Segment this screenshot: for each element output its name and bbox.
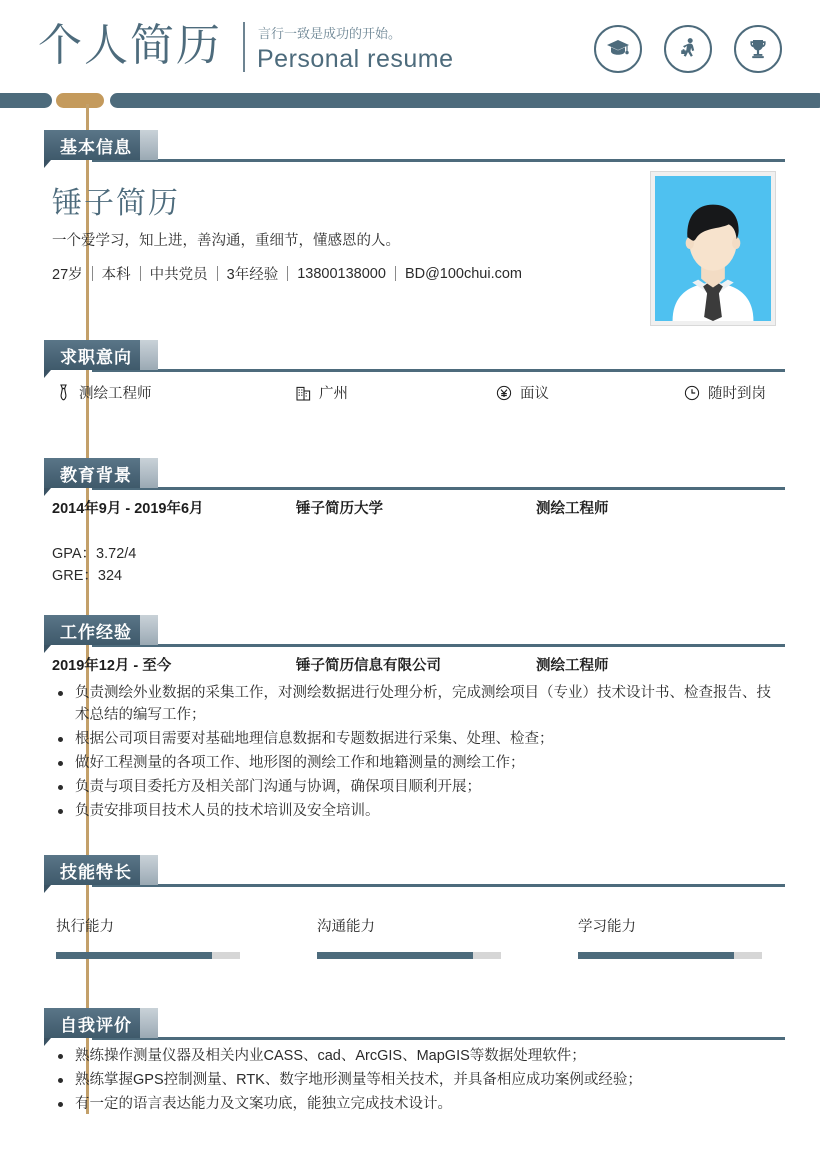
section-rule	[92, 369, 785, 372]
section-tab-tail	[140, 615, 158, 645]
skill-progress-track	[578, 952, 762, 959]
education-major: 测绘工程师	[536, 501, 609, 517]
decor-segment-right	[110, 93, 820, 108]
section-education	[0, 458, 820, 492]
skill-learning	[578, 915, 762, 959]
intent-city-label: 广州	[319, 386, 348, 402]
section-rule	[92, 487, 785, 490]
list-item: 有一定的语言表达能力及文案功底，能独立完成技术设计。	[52, 1093, 782, 1115]
list-item: 负责与项目委托方及相关部门沟通与协调，确保项目顺利开展；	[52, 776, 782, 798]
building-icon	[296, 385, 311, 401]
education-gre: GRE：324	[52, 568, 123, 584]
section-tab-tail	[140, 458, 158, 488]
intent-salary-label: 面议	[520, 386, 549, 402]
section-tab-skills: 技能特长	[44, 855, 150, 885]
skill-label: 执行能力	[56, 919, 114, 935]
clock-icon	[684, 385, 700, 401]
section-tab-tail	[140, 340, 158, 370]
section-tab-intent: 求职意向	[44, 340, 150, 370]
section-tab-evaluation: 自我评价	[44, 1008, 150, 1038]
skill-label: 学习能力	[578, 919, 636, 935]
evaluation-bullet-list	[52, 1045, 782, 1117]
section-tab-tail	[140, 130, 158, 160]
skill-progress-track	[56, 952, 240, 959]
section-tab-basic: 基本信息	[44, 130, 150, 160]
skill-progress-fill	[56, 952, 212, 959]
education-gpa: GPA：3.72/4	[52, 546, 137, 562]
meta-age: 27岁	[52, 267, 83, 283]
decor-segment-gold	[56, 93, 104, 108]
section-tab-notch	[44, 645, 51, 653]
section-tab-tail	[140, 1008, 158, 1038]
section-tab-notch	[44, 488, 51, 496]
section-tab-tail	[140, 855, 158, 885]
page-title-en: Personal resume	[257, 45, 454, 73]
trophy-icon	[745, 36, 771, 62]
section-tab-notch	[44, 1038, 51, 1046]
list-item: 根据公司项目需要对基础地理信息数据和专题数据进行采集、处理、检查；	[52, 728, 782, 750]
skill-progress-fill	[317, 952, 473, 959]
intent-availability-label: 随时到岗	[708, 386, 766, 402]
badge-career	[664, 25, 712, 73]
meta-degree: 本科	[101, 267, 131, 283]
list-item: 做好工程测量的各项工作、地形图的测绘工作和地籍测量的测绘工作；	[52, 752, 782, 774]
list-item: 熟练掌握GPS控制测量、RTK、数字地形测量等相关技术，并具备相应成功案例或经验；	[52, 1069, 782, 1091]
header-decor-bar	[0, 93, 820, 109]
work-company: 锤子简历信息有限公司	[296, 658, 441, 674]
job-intention-row	[0, 382, 820, 422]
work-bullet-list	[52, 682, 782, 824]
businessman-walking-icon	[675, 36, 701, 62]
title-divider	[243, 22, 245, 72]
badge-education	[594, 25, 642, 73]
section-work-experience	[0, 615, 820, 649]
badge-award	[734, 25, 782, 73]
intent-salary	[496, 382, 549, 403]
list-item: 熟练操作测量仪器及相关内业CASS、cad、ArcGIS、MapGIS等数据处理软件；	[52, 1045, 782, 1067]
page-title: 个人简历	[38, 21, 222, 70]
graduation-cap-icon	[605, 36, 631, 62]
intent-position-label: 测绘工程师	[79, 386, 152, 402]
candidate-name: 锤子简历	[52, 187, 180, 220]
page-header	[0, 0, 820, 95]
education-school: 锤子简历大学	[296, 501, 383, 517]
skill-execution	[56, 915, 240, 959]
intent-city	[296, 382, 348, 403]
skills-row	[0, 915, 820, 975]
meta-experience: 3年经验	[226, 267, 279, 283]
list-item: 负责安排项目技术人员的技术培训及安全培训。	[52, 800, 782, 822]
skill-communication	[317, 915, 501, 959]
section-rule	[92, 1037, 785, 1040]
section-skills	[0, 855, 820, 889]
candidate-meta	[52, 263, 531, 284]
avatar	[650, 171, 776, 326]
section-self-evaluation	[0, 1008, 820, 1042]
header-tagline: 言行一致是成功的开始。	[258, 26, 402, 41]
tie-icon	[56, 384, 71, 401]
header-badges	[594, 25, 782, 73]
section-job-intention	[0, 340, 820, 374]
yen-icon	[496, 385, 512, 401]
avatar-photo	[655, 176, 771, 321]
section-basic-info	[0, 130, 820, 164]
skill-progress-track	[317, 952, 501, 959]
section-rule	[92, 884, 785, 887]
candidate-summary: 一个爱学习，知上进，善沟通，重细节，懂感恩的人。	[52, 233, 400, 249]
list-item: 负责测绘外业数据的采集工作，对测绘数据进行处理分析，完成测绘项目（专业）技术设计书、检查报告、技术总结的编写工作；	[52, 682, 782, 726]
decor-segment-left	[0, 93, 52, 108]
meta-email: BD@100chui.com	[404, 265, 523, 282]
section-tab-notch	[44, 160, 51, 168]
section-rule	[92, 644, 785, 647]
intent-position	[56, 382, 152, 403]
skill-progress-fill	[578, 952, 734, 959]
education-period: 2014年9月 - 2019年6月	[52, 501, 204, 517]
work-period: 2019年12月 - 至今	[52, 658, 172, 674]
basic-info-body	[0, 178, 820, 338]
section-tab-education: 教育背景	[44, 458, 150, 488]
section-tab-notch	[44, 885, 51, 893]
section-rule	[92, 159, 785, 162]
meta-politics: 中共党员	[149, 267, 208, 283]
section-tab-notch	[44, 370, 51, 378]
skill-label: 沟通能力	[317, 919, 375, 935]
work-role: 测绘工程师	[536, 658, 609, 674]
section-tab-work: 工作经验	[44, 615, 150, 645]
intent-availability	[684, 382, 766, 403]
meta-phone: 13800138000	[297, 265, 386, 282]
